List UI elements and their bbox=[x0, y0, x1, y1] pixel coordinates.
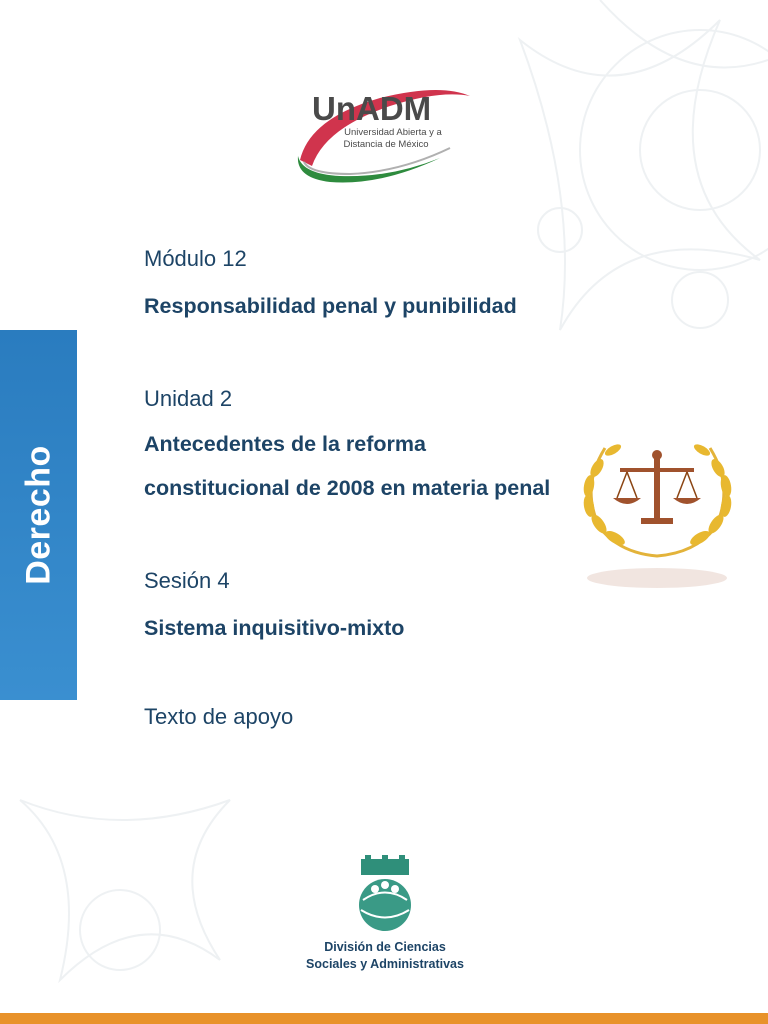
logo-swoosh bbox=[290, 78, 480, 188]
logo-subtitle-1: Universidad Abierta y a bbox=[344, 127, 442, 138]
unidad-title-line1: Antecedentes de la reforma bbox=[144, 432, 426, 456]
subject-label: Derecho bbox=[19, 445, 57, 585]
unidad-label: Unidad 2 bbox=[144, 386, 233, 411]
unadm-logo bbox=[290, 78, 480, 188]
footer-bar bbox=[0, 1013, 768, 1024]
sesion-label: Sesión 4 bbox=[144, 568, 230, 593]
modulo-title: Responsabilidad penal y punibilidad bbox=[144, 294, 517, 318]
subject-side-tab bbox=[0, 330, 77, 700]
division-name-line1: División de Ciencias bbox=[324, 940, 446, 954]
emblem-reflection bbox=[587, 568, 727, 588]
logo-subtitle-2: Distancia de México bbox=[343, 139, 429, 150]
justice-scales-icon bbox=[613, 450, 701, 524]
division-name-line2: Sociales y Administrativas bbox=[306, 957, 464, 971]
modulo-label: Módulo 12 bbox=[144, 246, 247, 271]
sesion-title: Sistema inquisitivo-mixto bbox=[144, 616, 405, 640]
logo-title: UnADM bbox=[312, 90, 432, 127]
division-emblem-icon bbox=[345, 855, 425, 935]
justice-emblem bbox=[575, 428, 740, 603]
unidad-title-line2: constitucional de 2008 en materia penal bbox=[144, 476, 551, 500]
document-type: Texto de apoyo bbox=[144, 704, 294, 729]
